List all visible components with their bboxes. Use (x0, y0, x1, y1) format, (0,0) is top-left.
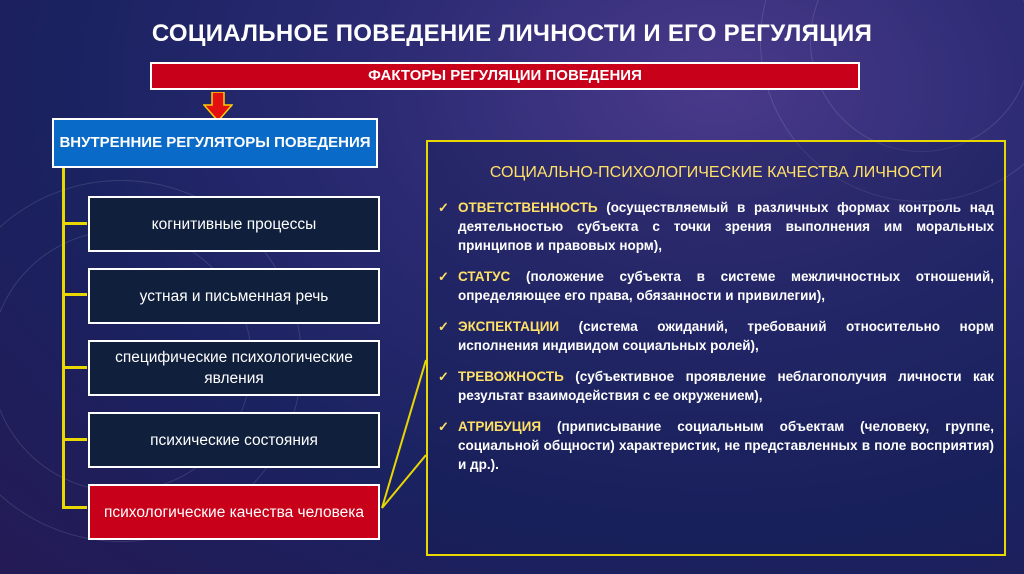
checkmark-icon: ✓ (438, 269, 449, 284)
quality-description: (приписывание социальным объектам (человеку, группе, социальной общности) характеристик, не представленных в поле восприятия) и др.). (458, 419, 994, 472)
page-title: СОЦИАЛЬНОЕ ПОВЕДЕНИЕ ЛИЧНОСТИ И ЕГО РЕГУЛЯЦИЯ (151, 20, 873, 47)
qualities-panel (426, 140, 1006, 556)
list-item (438, 267, 994, 305)
regulator-label: специфические психологические явления (115, 349, 353, 387)
regulator-label: когнитивные процессы (151, 215, 317, 233)
list-item (438, 198, 994, 255)
regulator-label: устная и письменная речь (139, 287, 329, 305)
list-item (438, 417, 994, 474)
quality-description: (осуществляемый в различных формах контроль над деятельностью субъекта с точки зрения выполнения им моральных принципов и правовых норм), (458, 200, 994, 253)
quality-description: (положение субъекта в системе межличностных отношений, определяющее его права, обязанности и привилегии), (458, 269, 994, 303)
panel-title: СОЦИАЛЬНО-ПСИХОЛОГИЧЕСКИЕ КАЧЕСТВА ЛИЧНОСТИ (489, 164, 943, 181)
quality-term: СТАТУС (458, 269, 511, 284)
list-item (438, 317, 994, 355)
checkmark-icon: ✓ (438, 419, 449, 434)
checkmark-icon: ✓ (438, 369, 449, 384)
quality-term: ЭКСПЕКТАЦИИ (458, 319, 560, 334)
quality-term: ОТВЕТСТВЕННОСТЬ (458, 200, 598, 215)
internal-regulators-box: ВНУТРЕННИЕ РЕГУЛЯТОРЫ ПОВЕДЕНИЯ (52, 118, 378, 168)
quality-description: (субъективное проявление неблагополучия личности как результат взаимодействия с ее окружением), (458, 369, 994, 403)
regulator-label: психические состояния (150, 431, 318, 449)
checkmark-icon: ✓ (438, 200, 449, 215)
quality-description: (система ожиданий, требований относительно норм исполнения индивидом социальных ролей), (458, 319, 994, 353)
quality-term: ТРЕВОЖНОСТЬ (458, 369, 564, 384)
factors-header: ФАКТОРЫ РЕГУЛЯЦИИ ПОВЕДЕНИЯ (150, 62, 860, 90)
qualities-list (438, 198, 994, 486)
checkmark-icon: ✓ (438, 319, 449, 334)
list-item (438, 367, 994, 405)
quality-term: АТРИБУЦИЯ (458, 419, 542, 434)
regulator-label: психологические качества человека (104, 503, 364, 521)
